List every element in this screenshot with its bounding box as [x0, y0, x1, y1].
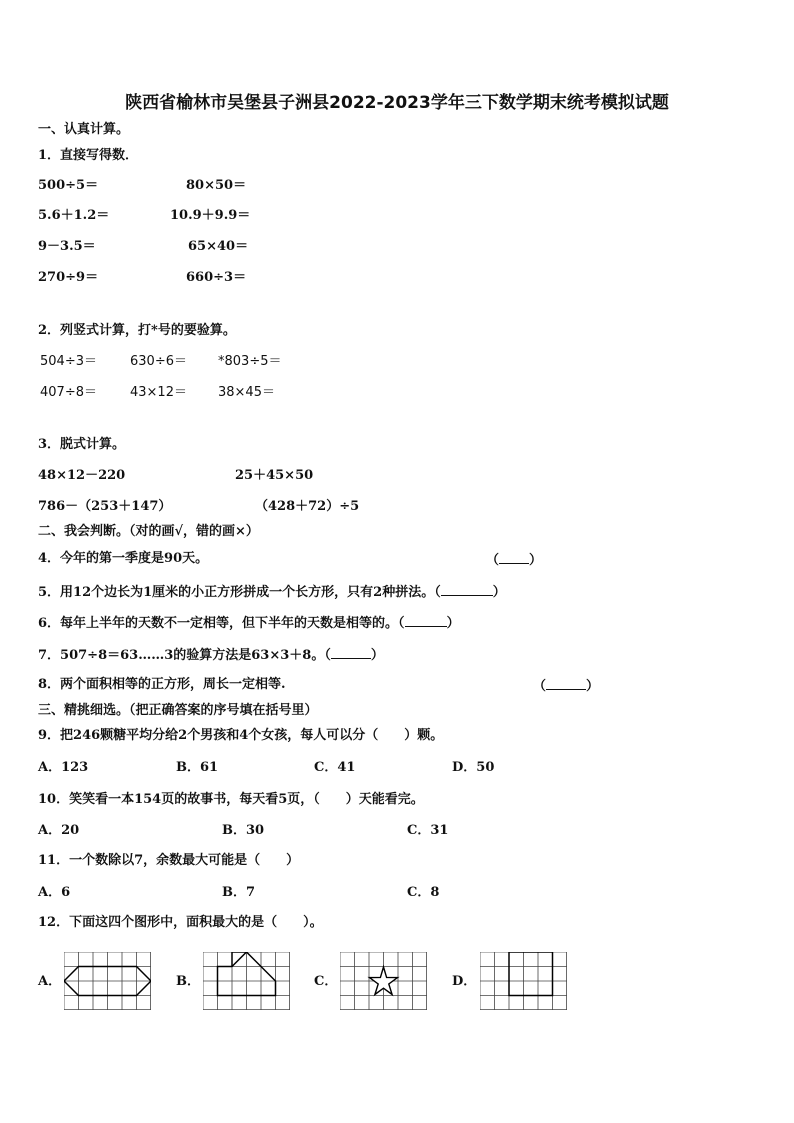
question-10: 10．笑笑看一本154页的故事书，每天看5页，（ ）天能看完。	[38, 792, 424, 807]
answer-blank-q4[interactable]: （ ）	[486, 553, 543, 568]
q3-item: 25＋45×50	[235, 468, 314, 483]
question-1: 1．直接写得数．	[38, 148, 139, 163]
q1-item: 270÷9＝	[38, 270, 99, 285]
q10-option[interactable]: A．20	[38, 823, 80, 838]
q12-label-d[interactable]: D．	[452, 974, 477, 989]
q1-item: 5.6＋1.2＝	[38, 208, 110, 223]
q1-item: 10.9＋9.9＝	[170, 208, 251, 223]
q9-option[interactable]: C．41	[314, 760, 356, 775]
question-7: 7．507÷8＝63……3的验算方法是63×3＋8。（ ）	[38, 648, 384, 663]
page-title: 陕西省榆林市吴堡县子洲县2022-2023学年三下数学期末统考模拟试题	[125, 93, 669, 113]
question-11: 11．一个数除以7，余数最大可能是（ ）	[38, 853, 300, 868]
q2-item: 630÷6＝	[130, 354, 187, 369]
q2-item: 407÷8＝	[40, 385, 97, 400]
q1-item: 660÷3＝	[186, 270, 247, 285]
q1-item: 65×40＝	[188, 239, 249, 254]
question-2: 2．列竖式计算，打*号的要验算。	[38, 323, 236, 338]
question-8: 8．两个面积相等的正方形，周长一定相等.	[38, 677, 286, 692]
answer-blank-q8[interactable]: （ ）	[533, 679, 600, 694]
q12-label-a[interactable]: A．	[38, 974, 62, 989]
q1-item: 9－3.5＝	[38, 239, 96, 254]
figure-a-hexagon	[64, 952, 151, 1010]
question-3: 3．脱式计算。	[38, 437, 126, 452]
q2-item: 504÷3＝	[40, 354, 97, 369]
q9-option[interactable]: A．123	[38, 760, 89, 775]
q11-option[interactable]: B．7	[222, 885, 256, 900]
section-3-heading: 三、精挑细选。（把正确答案的序号填在括号里）	[38, 703, 318, 718]
q10-option[interactable]: B．30	[222, 823, 265, 838]
question-4: 4．今年的第一季度是90天。	[38, 551, 209, 566]
question-5: 5．用12个边长为1厘米的小正方形拼成一个长方形，只有2种拼法。（ ）	[38, 585, 506, 600]
q2-item: *803÷5＝	[218, 354, 282, 369]
q3-item: 48×12－220	[38, 468, 126, 483]
q2-item: 38×45＝	[218, 385, 275, 400]
q12-label-c[interactable]: C．	[314, 974, 338, 989]
q3-item: （428＋72）÷5	[255, 499, 360, 514]
figure-b-house	[203, 952, 290, 1010]
section-2-heading: 二、我会判断。（对的画√，错的画×）	[38, 524, 259, 539]
q11-option[interactable]: A．6	[38, 885, 71, 900]
section-1-heading: 一、认真计算。	[38, 122, 130, 137]
q1-item: 80×50＝	[186, 178, 247, 193]
q12-label-b[interactable]: B．	[176, 974, 200, 989]
q1-item: 500÷5＝	[38, 178, 99, 193]
q9-option[interactable]: B．61	[176, 760, 219, 775]
q10-option[interactable]: C．31	[407, 823, 449, 838]
question-12: 12．下面这四个图形中，面积最大的是（ ）。	[38, 915, 323, 930]
figure-d-rectangle	[480, 952, 567, 1010]
figure-c-star	[340, 952, 427, 1010]
q9-option[interactable]: D．50	[452, 760, 495, 775]
q3-item: 786－（253＋147）	[38, 499, 172, 514]
q11-option[interactable]: C．8	[407, 885, 440, 900]
q2-item: 43×12＝	[130, 385, 187, 400]
question-6: 6．每年上半年的天数不一定相等，但下半年的天数是相等的。（ ）	[38, 616, 460, 631]
question-9: 9．把246颗糖平均分给2个男孩和4个女孩，每人可以分（ ）颗。	[38, 728, 444, 743]
